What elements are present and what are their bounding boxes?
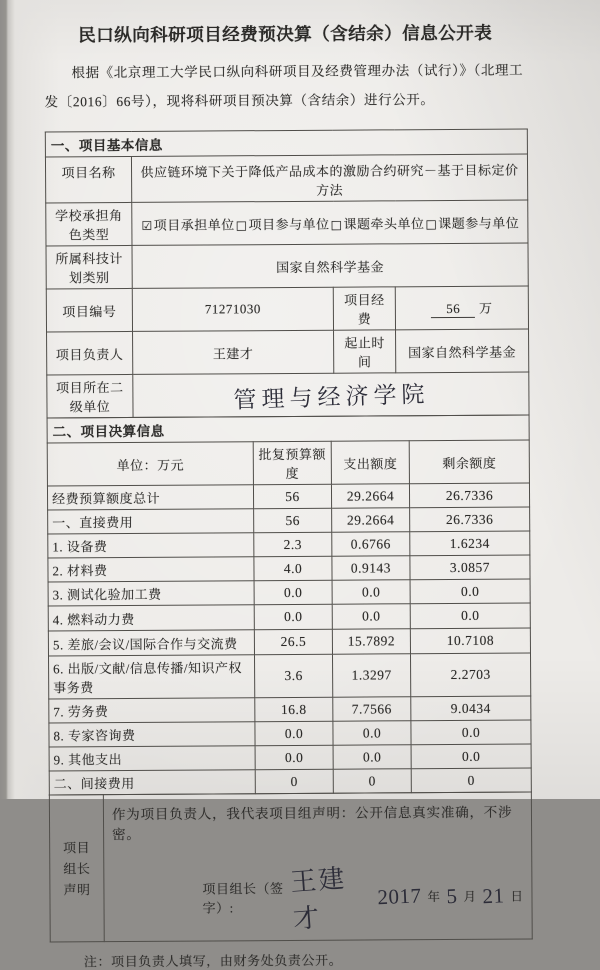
budget-approved-value: 56 bbox=[253, 484, 331, 508]
leader-label: 项目负责人 bbox=[47, 331, 133, 375]
budget-item-name: 4. 燃料动力费 bbox=[48, 605, 254, 631]
budget-col-approved: 批复预算额度 bbox=[253, 441, 331, 484]
budget-approved-value: 0.0 bbox=[255, 721, 333, 745]
declaration-label-line: 项目 bbox=[63, 839, 91, 855]
checkbox-icon: □ bbox=[425, 216, 438, 231]
role-option-label: 项目参与单位 bbox=[248, 216, 330, 232]
sign-label: 项目组长（签字）: bbox=[202, 881, 284, 916]
project-number-label: 项目编号 bbox=[46, 288, 132, 332]
budget-remaining-value: 1.6234 bbox=[410, 531, 530, 556]
paper-sheet bbox=[44, 0, 532, 970]
budget-row bbox=[49, 720, 531, 747]
dept-label: 项目所在二级单位 bbox=[47, 374, 133, 418]
budget-approved-value: 26.5 bbox=[254, 629, 332, 654]
budget-rows bbox=[47, 483, 531, 795]
budget-spent-value: 0 bbox=[333, 769, 411, 793]
project-name-label: 项目名称 bbox=[45, 156, 131, 203]
budget-approved-value: 0.0 bbox=[254, 580, 332, 604]
checkbox-icon: □ bbox=[330, 217, 343, 232]
budget-item-name: 3. 测试化验加工费 bbox=[48, 581, 254, 606]
duration-value: 国家自然科学基金 bbox=[396, 329, 529, 373]
budget-row bbox=[49, 653, 531, 699]
budget-item-name: 二、间接费用 bbox=[49, 770, 255, 795]
budget-remaining-value: 26.7336 bbox=[410, 507, 530, 532]
leader-value: 王建才 bbox=[133, 330, 334, 374]
role-option bbox=[235, 213, 330, 233]
budget-approved-value: 3.6 bbox=[254, 654, 332, 697]
budget-approved-value: 0.0 bbox=[255, 745, 333, 769]
budget-remaining-value: 0.0 bbox=[410, 603, 530, 629]
budget-remaining-value: 9.0434 bbox=[411, 696, 531, 721]
declaration-table bbox=[49, 792, 533, 943]
budget-remaining-value: 3.0857 bbox=[410, 555, 530, 580]
funding-unit: 万 bbox=[478, 300, 493, 316]
budget-spent-value: 0.9143 bbox=[332, 556, 410, 580]
funding-value bbox=[395, 286, 528, 330]
funding-label: 项目经费 bbox=[333, 287, 395, 330]
budget-approved-value: 56 bbox=[254, 508, 332, 532]
date-day-unit: 日 bbox=[510, 889, 524, 904]
date-month-unit: 月 bbox=[463, 889, 477, 904]
declaration-label-line: 组长 bbox=[63, 860, 91, 876]
project-number-value: 71271030 bbox=[132, 287, 333, 331]
budget-item-name: 6. 出版/文献/信息传播/知识产权事务费 bbox=[49, 655, 255, 699]
budget-unit-header: 单位：万元 bbox=[47, 442, 253, 486]
budget-spent-value: 29.2664 bbox=[332, 508, 410, 532]
budget-item-name: 1. 设备费 bbox=[48, 533, 254, 558]
budget-item-name: 经费预算额度总计 bbox=[47, 485, 253, 510]
budget-item-name: 一、直接费用 bbox=[48, 509, 254, 534]
budget-row bbox=[48, 507, 530, 534]
project-name-value: 供应链环境下关于降低产品成本的激励合约研究－基于目标定价方法 bbox=[131, 154, 527, 202]
budget-row bbox=[48, 555, 530, 582]
budget-row bbox=[49, 696, 531, 723]
declaration-label-line: 声明 bbox=[63, 881, 91, 897]
budget-item-name: 8. 专家咨询费 bbox=[49, 722, 255, 747]
footnote: 注：项目负责人填写，由财务处负责公开。 bbox=[83, 952, 343, 970]
budget-spent-value: 0.6766 bbox=[332, 532, 410, 556]
document-title: 民口纵向科研项目经费预决算（含结余）信息公开表 bbox=[78, 22, 493, 46]
budget-row bbox=[48, 531, 530, 558]
budget-approved-value: 0 bbox=[255, 769, 333, 793]
duration-label: 起止时间 bbox=[334, 330, 396, 373]
declaration-content bbox=[103, 792, 532, 942]
budget-approved-value: 0.0 bbox=[254, 604, 332, 629]
declaration-label bbox=[49, 795, 104, 942]
dept-handwritten-value: 管理与经济学院 bbox=[232, 381, 430, 413]
budget-spent-value: 29.2664 bbox=[331, 484, 409, 508]
role-option-label: 课题参与单位 bbox=[438, 215, 520, 231]
date-month-handwritten: 5 bbox=[445, 883, 458, 908]
budget-remaining-value: 0.0 bbox=[411, 744, 531, 769]
leader-signature-handwritten: 王建才 bbox=[289, 863, 348, 935]
section-title-budget: 二、项目决算信息 bbox=[47, 415, 529, 443]
budget-row bbox=[48, 579, 530, 606]
signature-line bbox=[112, 859, 525, 936]
budget-row bbox=[47, 483, 529, 510]
budget-col-remaining: 剩余额度 bbox=[409, 440, 529, 484]
budget-remaining-value: 0.0 bbox=[411, 720, 531, 745]
dept-value bbox=[133, 372, 529, 417]
budget-item-name: 7. 劳务费 bbox=[49, 698, 255, 723]
budget-row bbox=[49, 768, 531, 795]
budget-approved-value: 16.8 bbox=[255, 697, 333, 721]
role-option-label: 项目承担单位 bbox=[153, 216, 235, 233]
budget-col-spent: 支出额度 bbox=[331, 441, 409, 484]
budget-remaining-value: 0 bbox=[411, 768, 531, 793]
budget-spent-value: 0.0 bbox=[333, 745, 411, 769]
budget-remaining-value: 26.7336 bbox=[409, 483, 529, 508]
checkbox-icon: □ bbox=[235, 217, 248, 232]
budget-spent-value: 15.7892 bbox=[332, 629, 410, 654]
date-year-unit: 年 bbox=[427, 890, 441, 905]
budget-row bbox=[49, 744, 531, 771]
budget-table bbox=[47, 415, 532, 796]
role-option-label: 课题牵头单位 bbox=[343, 215, 425, 232]
budget-item-name: 2. 材料费 bbox=[48, 557, 254, 582]
declaration-statement: 作为项目负责人，我代表项目组声明：公开信息真实准确，不涉密。 bbox=[111, 804, 513, 843]
date-day-handwritten: 21 bbox=[481, 882, 505, 908]
budget-spent-value: 1.3297 bbox=[332, 654, 410, 697]
role-type-options bbox=[136, 212, 523, 233]
section-title-basic-info: 一、项目基本信息 bbox=[45, 129, 527, 157]
budget-row bbox=[48, 628, 530, 656]
checkbox-icon: ☑ bbox=[141, 218, 153, 233]
role-option bbox=[330, 213, 425, 233]
budget-remaining-value: 2.2703 bbox=[410, 653, 530, 697]
budget-approved-value: 4.0 bbox=[254, 556, 332, 580]
funding-amount: 56 bbox=[431, 301, 475, 318]
plan-type-value: 国家自然科学基金 bbox=[132, 243, 528, 288]
budget-row bbox=[48, 603, 530, 631]
budget-spent-value: 0.0 bbox=[332, 580, 410, 604]
plan-type-label: 所属科技计划类别 bbox=[46, 245, 132, 289]
budget-remaining-value: 0.0 bbox=[410, 579, 530, 604]
budget-spent-value: 0.0 bbox=[332, 604, 410, 629]
intro-paragraph: 根据《北京理工大学民口纵向科研项目及经费管理办法（试行）》（北理工发〔2016〕66号），现将科研项目预决算（含结余）进行公开。 bbox=[44, 62, 524, 110]
budget-remaining-value: 10.7108 bbox=[410, 628, 530, 654]
budget-spent-value: 7.7566 bbox=[333, 697, 411, 721]
budget-item-name: 9. 其他支出 bbox=[49, 746, 255, 771]
role-type-label: 学校承担角色类型 bbox=[46, 202, 132, 246]
budget-item-name: 5. 差旅/会议/国际合作与交流费 bbox=[48, 630, 254, 656]
basic-info-table bbox=[45, 129, 530, 419]
signature-date bbox=[373, 883, 525, 909]
date-year-handwritten: 2017 bbox=[376, 882, 422, 909]
role-option bbox=[424, 212, 519, 232]
budget-spent-value: 0.0 bbox=[333, 721, 411, 745]
budget-approved-value: 2.3 bbox=[254, 532, 332, 556]
role-option bbox=[140, 214, 234, 234]
